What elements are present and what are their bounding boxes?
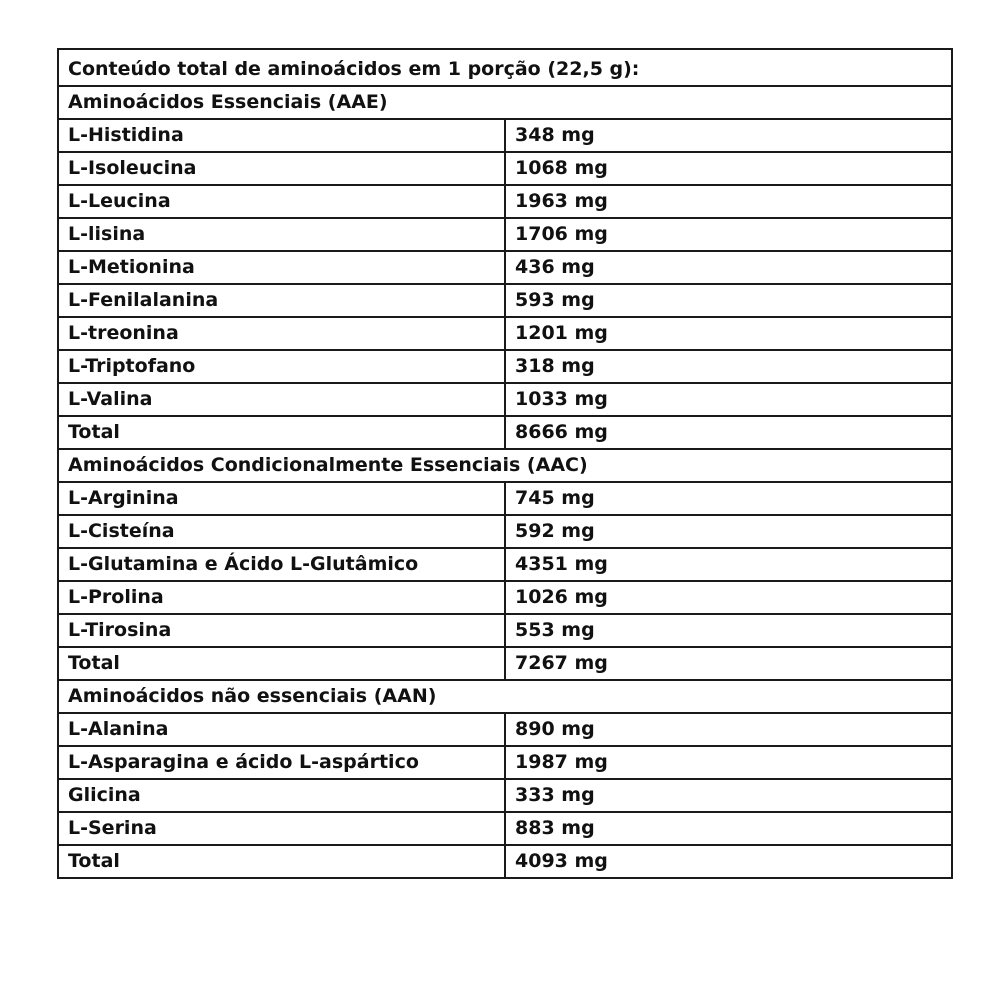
amino-acid-name: L-Triptofano [58,350,505,383]
table-row [58,713,952,746]
amino-acid-name: L-Serina [58,812,505,845]
table-row [58,482,952,515]
amino-acid-name: L-Asparagina e ácido L-aspártico [58,746,505,779]
amino-acid-name: L-Tirosina [58,614,505,647]
table-row [58,251,952,284]
amino-acid-name: L-Glutamina e Ácido L-Glutâmico [58,548,505,581]
amino-acid-amount: 1068 mg [505,152,952,185]
section-heading-row [58,449,952,482]
table-row [58,812,952,845]
total-row [58,845,952,878]
section-heading-row [58,86,952,119]
table-row [58,383,952,416]
total-label: Total [58,416,505,449]
section-heading: Aminoácidos não essenciais (AAN) [58,680,952,713]
table-row [58,284,952,317]
total-amount: 4093 mg [505,845,952,878]
amino-acid-amount: 333 mg [505,779,952,812]
amino-acid-name: L-Prolina [58,581,505,614]
amino-acid-amount: 883 mg [505,812,952,845]
total-label: Total [58,845,505,878]
section-heading: Aminoácidos Essenciais (AAE) [58,86,952,119]
amino-acid-amount: 436 mg [505,251,952,284]
section-heading: Aminoácidos Condicionalmente Essenciais (AAC) [58,449,952,482]
amino-acid-amount: 1963 mg [505,185,952,218]
table-title: Conteúdo total de aminoácidos em 1 porção (22,5 g): [58,49,952,86]
table-row [58,515,952,548]
amino-acid-name: L-treonina [58,317,505,350]
amino-acid-amount: 593 mg [505,284,952,317]
total-label: Total [58,647,505,680]
amino-acid-amount: 592 mg [505,515,952,548]
table-title-row [58,49,952,86]
table-row [58,746,952,779]
total-row [58,647,952,680]
table-row [58,317,952,350]
amino-acid-table [57,48,953,879]
amino-acid-amount: 318 mg [505,350,952,383]
table-row [58,350,952,383]
amino-acid-amount: 1201 mg [505,317,952,350]
amino-acid-name: L-Isoleucina [58,152,505,185]
amino-acid-amount: 1987 mg [505,746,952,779]
amino-acid-amount: 348 mg [505,119,952,152]
amino-acid-amount: 4351 mg [505,548,952,581]
amino-acid-name: L-lisina [58,218,505,251]
amino-acid-name: L-Alanina [58,713,505,746]
amino-acid-amount: 1033 mg [505,383,952,416]
amino-acid-name: L-Histidina [58,119,505,152]
amino-acid-name: L-Leucina [58,185,505,218]
amino-acid-amount: 1706 mg [505,218,952,251]
total-row [58,416,952,449]
table-row [58,218,952,251]
table-row [58,779,952,812]
amino-acid-amount: 745 mg [505,482,952,515]
total-amount: 7267 mg [505,647,952,680]
table-body [58,49,952,878]
amino-acid-name: L-Arginina [58,482,505,515]
amino-acid-name: Glicina [58,779,505,812]
amino-acid-amount: 1026 mg [505,581,952,614]
section-heading-row [58,680,952,713]
amino-acid-amount: 890 mg [505,713,952,746]
amino-acid-name: L-Fenilalanina [58,284,505,317]
table-row [58,548,952,581]
amino-acid-amount: 553 mg [505,614,952,647]
amino-acid-name: L-Valina [58,383,505,416]
amino-acid-table-container [57,48,951,879]
amino-acid-name: L-Metionina [58,251,505,284]
table-row [58,581,952,614]
table-row [58,119,952,152]
table-row [58,614,952,647]
amino-acid-name: L-Cisteína [58,515,505,548]
table-row [58,185,952,218]
table-row [58,152,952,185]
total-amount: 8666 mg [505,416,952,449]
